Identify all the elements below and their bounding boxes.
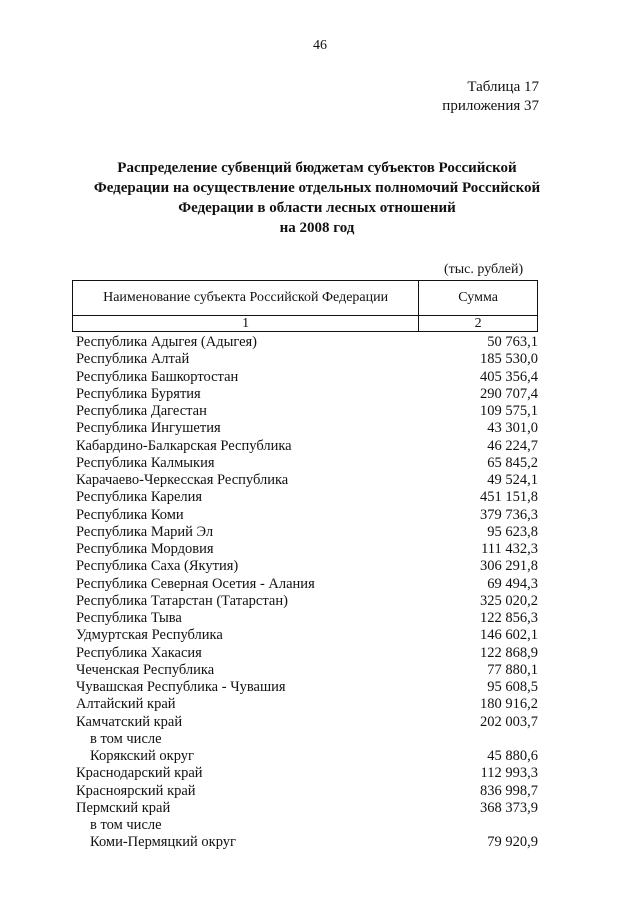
units-label: (тыс. рублей) [444,262,524,277]
subject-name: Республика Бурятия [76,385,201,402]
subject-name: Республика Дагестан [76,403,207,419]
subvention-amount: 50 763,1 [487,334,538,350]
subject-name: Республика Северная Осетия - Алания [76,575,315,592]
subvention-amount: 46 224,7 [487,437,538,454]
subvention-amount: 49 524,1 [487,472,538,488]
table-row [76,817,538,834]
table-row [76,731,538,748]
table-row [76,334,538,351]
title-line-1: Распределение субвенций бюджетам субъектов Российской [117,160,517,176]
subvention-amount: 122 868,9 [480,644,538,661]
subvention-amount [448,817,538,834]
subject-name: Республика Марий Эл [76,523,214,540]
subject-name: Краснодарский край [76,765,203,782]
subject-name: Удмуртская Республика [76,627,223,644]
table-row [76,593,538,610]
subvention-amount: 112 993,3 [480,765,538,782]
subject-name: Республика Алтай [76,351,190,368]
subject-name: Республика Мордовия [76,541,214,557]
subject-name: Республика Татарстан (Татарстан) [76,592,288,609]
subject-name: Чувашская Республика - Чувашия [76,679,286,695]
table-row [76,679,538,696]
title-line-3: Федерации в области лесных отношений [178,200,456,216]
subject-name: Карачаево-Черкесская Республика [76,472,289,488]
subject-name: Красноярский край [76,782,196,799]
subvention-amount: 95 608,5 [487,679,538,695]
table-row [76,576,538,593]
subvention-amount: 43 301,0 [487,420,538,437]
subject-name: в том числе [90,730,162,747]
table-row [76,438,538,455]
title-line-4: на 2008 год [279,220,355,236]
subvention-amount: 306 291,8 [480,558,538,575]
table-reference-line-2: приложения 37 [442,98,539,114]
table-row [76,455,538,472]
subject-name: Республика Адыгея (Адыгея) [76,334,258,350]
table-row [76,351,538,368]
subvention-amount: 836 998,7 [480,782,538,799]
table-row [76,783,538,800]
table-row [76,645,538,662]
subject-name: Пермский край [76,799,171,816]
subvention-amount: 45 880,6 [487,748,538,764]
table-row [76,714,538,731]
subject-name: Республика Карелия [76,489,203,506]
subvention-amount: 405 356,4 [480,368,538,385]
table-reference-line-1: Таблица 17 [467,79,539,95]
subject-name: Республика Ингушетия [76,420,221,437]
table-row [76,541,538,558]
subject-name: Республика Саха (Якутия) [76,558,239,575]
subvention-amount: 79 920,9 [487,834,538,851]
subject-name: Республика Тыва [76,610,182,626]
table-row [76,610,538,627]
table-row [76,662,538,679]
subject-name: Республика Хакасия [76,644,202,661]
table-row [76,696,538,713]
subvention-amount: 122 856,3 [480,610,538,626]
subvention-amount: 379 736,3 [480,506,538,523]
subject-name: Кабардино-Балкарская Республика [76,437,292,454]
subject-name: Республика Башкортостан [76,368,239,385]
subject-name: Алтайский край [76,696,176,713]
subvention-amount: 185 530,0 [480,351,538,368]
subject-name: Камчатский край [76,713,183,730]
subject-name: Республика Калмыкия [76,454,215,471]
table-row [76,386,538,403]
table-row [76,507,538,524]
subvention-amount: 65 845,2 [487,454,538,471]
subvention-amount: 111 432,3 [481,541,538,557]
subvention-amount: 146 602,1 [480,627,538,644]
table-row [76,800,538,817]
table-row [76,558,538,575]
subvention-amount: 69 494,3 [487,575,538,592]
subvention-amount: 95 623,8 [487,523,538,540]
table-row [76,627,538,644]
table-row [76,748,538,765]
table-row [76,765,538,782]
column-header-sum: Сумма [419,281,538,316]
table-row [76,369,538,386]
column-number-sum: 2 [419,316,538,332]
subject-name: Коми-Пермяцкий округ [90,834,236,851]
subvention-amount: 451 151,8 [480,489,538,506]
table-header [72,280,538,332]
title-line-2: Федерации на осуществление отдельных полномочий Российской [93,180,541,196]
subject-name: Корякский округ [90,748,194,764]
table-row [76,524,538,541]
subvention-amount: 109 575,1 [480,403,538,419]
subvention-amount: 77 880,1 [487,661,538,678]
column-number-name: 1 [73,316,419,332]
table-row [76,472,538,489]
table-row [76,420,538,437]
subject-name: в том числе [90,817,162,833]
page-number: 46 [313,38,327,53]
subvention-amount [448,731,538,748]
subvention-amount: 368 373,9 [480,799,538,816]
table-row [76,403,538,420]
subject-name: Республика Коми [76,506,184,523]
data-table-body [76,334,538,852]
subject-name: Чеченская Республика [76,661,215,678]
subvention-amount: 290 707,4 [480,385,538,402]
table-row [76,834,538,851]
table-reference [442,78,539,116]
subvention-amount: 202 003,7 [480,713,538,730]
column-header-name: Наименование субъекта Российской Федерации [73,281,419,316]
subvention-amount: 325 020,2 [480,592,538,609]
table-row [76,489,538,506]
document-title [70,158,564,238]
subvention-amount: 180 916,2 [480,696,538,713]
